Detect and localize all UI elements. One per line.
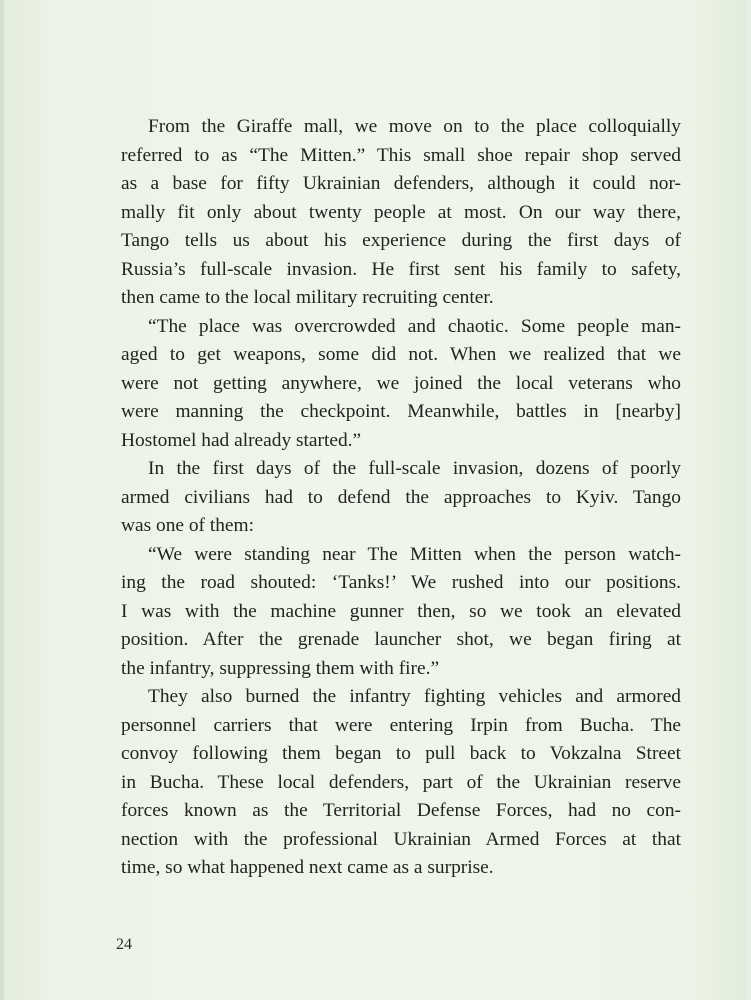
text-line: referred to as “The Mitten.” This small shoe repair shop served <box>121 144 681 166</box>
text-line: Tango tells us about his experience during the first days of <box>121 230 681 251</box>
text-line: in Bucha. These local defenders, part of the Ukrainian reserve <box>121 771 681 793</box>
paragraph-5 <box>121 683 681 883</box>
text-line: forces known as the Territorial Defense Forces, had no con- <box>121 800 681 821</box>
text-line: nection with the professional Ukrainian Armed Forces at that <box>121 828 681 850</box>
text-line: was one of them: <box>121 515 255 536</box>
text-line: “The place was overcrowded and chaotic. Some people man- <box>148 315 681 337</box>
text-line: as a base for fifty Ukrainian defenders, although it could nor- <box>121 173 681 194</box>
body-text <box>121 113 681 883</box>
text-line: Hostomel had already started.” <box>121 429 362 451</box>
paragraph-1 <box>121 113 681 313</box>
text-line: They also burned the infantry fighting vehicles and armored <box>148 686 681 707</box>
text-line: In the first days of the full-scale invasion, dozens of poorly <box>148 458 681 479</box>
page-number: 24 <box>116 936 132 953</box>
text-line: Russia’s full-scale invasion. He first sent his family to safety, <box>121 258 681 280</box>
text-line: ing the road shouted: ‘Tanks!’ We rushed into our positions. <box>121 572 681 593</box>
text-line: personnel carriers that were entering Irpin from Bucha. The <box>121 714 681 736</box>
text-line: From the Giraffe mall, we move on to the place colloquially <box>148 116 681 137</box>
paragraph-2 <box>121 313 681 456</box>
text-line: aged to get weapons, some did not. When we realized that we <box>121 344 681 365</box>
text-line: “We were standing near The Mitten when the person watch- <box>148 543 681 565</box>
text-line: were manning the checkpoint. Meanwhile, battles in [nearby] <box>121 401 681 422</box>
text-line: time, so what happened next came as a surprise. <box>121 857 494 878</box>
text-line: armed civilians had to defend the approaches to Kyiv. Tango <box>121 486 681 508</box>
paragraph-3 <box>121 455 681 541</box>
text-line: the infantry, suppressing them with fire.” <box>121 657 440 679</box>
text-line: position. After the grenade launcher shot, we began firing at <box>121 629 681 650</box>
paragraph-4 <box>121 541 681 684</box>
text-line: convoy following them began to pull back to Vokzalna Street <box>121 743 681 764</box>
text-line: I was with the machine gunner then, so we took an elevated <box>121 600 681 622</box>
text-line: then came to the local military recruiting center. <box>121 287 494 308</box>
text-line: were not getting anywhere, we joined the local veterans who <box>121 372 681 394</box>
text-line: mally fit only about twenty people at most. On our way there, <box>121 201 681 223</box>
